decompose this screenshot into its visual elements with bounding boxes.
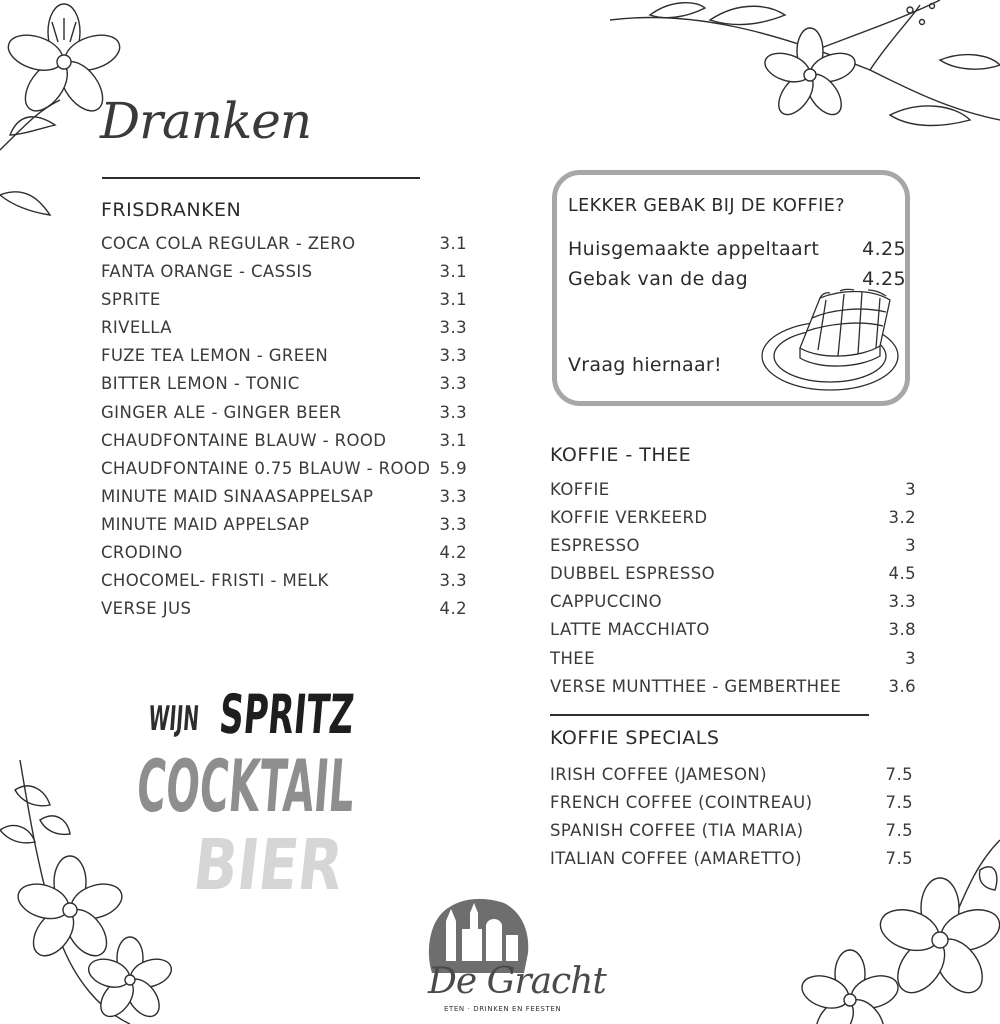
item-name: IRISH COFFEE (JAMESON) — [550, 765, 767, 784]
section-divider — [550, 714, 869, 716]
item-name: CHAUDFONTAINE 0.75 BLAUW - ROOD — [101, 458, 431, 478]
item-name: DUBBEL ESPRESSO — [550, 564, 715, 584]
frisdranken-heading: FRISDRANKEN — [101, 199, 242, 221]
item-name: SPANISH COFFEE (TIA MARIA) — [550, 821, 804, 841]
item-name: LATTE MACCHIATO — [550, 620, 710, 640]
menu-item — [101, 511, 467, 539]
item-name: VERSE MUNTTHEE - GEMBERTHEE — [550, 676, 842, 696]
item-name: KOFFIE VERKEERD — [550, 508, 708, 528]
menu-item — [550, 476, 916, 504]
item-price: 3.1 — [439, 234, 467, 253]
item-price: 7.5 — [885, 765, 913, 784]
item-price: 3.3 — [439, 318, 467, 338]
apple-pie-icon — [760, 286, 905, 394]
item-price: 3.3 — [888, 592, 916, 612]
item-name: VERSE JUS — [101, 599, 192, 619]
menu-item — [101, 230, 467, 258]
promo-word-spritz: SPRITZ — [216, 683, 357, 746]
menu-item — [101, 314, 467, 342]
menu-item — [550, 588, 916, 616]
promo-word-wijn: WIJN — [147, 699, 201, 739]
item-name: MINUTE MAID APPELSAP — [101, 514, 310, 534]
menu-item — [101, 539, 467, 567]
menu-item — [550, 673, 916, 701]
item-name: FUZE TEA LEMON - GREEN — [101, 346, 329, 366]
menu-item — [550, 532, 916, 560]
menu-item — [550, 789, 913, 817]
logo-name: De Gracht — [428, 961, 606, 1002]
menu-item — [101, 342, 467, 370]
page-title: Dranken — [100, 92, 312, 150]
koffie-specials-list — [550, 761, 913, 873]
item-price: 3.3 — [439, 486, 467, 506]
menu-item — [101, 595, 467, 623]
menu-item — [550, 645, 916, 673]
item-price: 3.3 — [439, 374, 467, 394]
menu-item — [550, 817, 913, 845]
menu-item — [550, 504, 916, 532]
menu-item — [101, 286, 467, 314]
menu-item — [101, 483, 467, 511]
menu-item — [550, 845, 913, 873]
menu-item — [101, 567, 467, 595]
item-price: 3 — [905, 648, 916, 668]
item-name: FRENCH COFFEE (COINTREAU) — [550, 793, 813, 813]
item-name: CHOCOMEL- FRISTI - MELK — [101, 571, 329, 591]
item-price: 3.1 — [439, 430, 467, 450]
menu-item — [101, 455, 467, 483]
item-name: CAPPUCCINO — [550, 592, 663, 612]
item-name: ITALIAN COFFEE (AMARETTO) — [550, 849, 802, 869]
gebak-list — [568, 234, 906, 294]
item-name: KOFFIE — [550, 480, 610, 499]
menu-item — [101, 370, 467, 398]
item-name: BITTER LEMON - TONIC — [101, 374, 300, 394]
item-name: FANTA ORANGE - CASSIS — [101, 262, 313, 282]
menu-item — [101, 399, 467, 427]
item-name: THEE — [550, 648, 595, 668]
drinks-promo-wordart — [133, 680, 390, 925]
item-price: 3 — [905, 480, 916, 499]
item-name: GINGER ALE - GINGER BEER — [101, 402, 342, 422]
menu-item — [568, 234, 906, 264]
item-name: MINUTE MAID SINAASAPPELSAP — [101, 486, 374, 506]
koffie-thee-heading: KOFFIE - THEE — [550, 444, 692, 466]
item-name: RIVELLA — [101, 318, 172, 338]
item-name: Gebak van de dag — [568, 268, 749, 290]
item-name: COCA COLA REGULAR - ZERO — [101, 234, 356, 253]
item-price: 5.9 — [439, 458, 467, 478]
item-price: 3.3 — [439, 571, 467, 591]
item-price: 3.2 — [888, 508, 916, 528]
koffie-thee-list — [550, 476, 916, 701]
restaurant-logo — [420, 895, 606, 1020]
gebak-note: Vraag hiernaar! — [568, 354, 722, 376]
menu-item — [550, 761, 913, 789]
menu-item — [550, 616, 916, 644]
promo-word-cocktail: COCKTAIL — [133, 744, 358, 828]
item-price: 4.5 — [888, 564, 916, 584]
item-price: 3.1 — [439, 262, 467, 282]
item-price: 4.25 — [862, 268, 906, 290]
item-name: Huisgemaakte appeltaart — [568, 238, 820, 260]
item-name: ESPRESSO — [550, 536, 640, 556]
item-price: 7.5 — [885, 849, 913, 869]
item-price: 7.5 — [885, 821, 913, 841]
item-name: CHAUDFONTAINE BLAUW - ROOD — [101, 430, 387, 450]
item-price: 4.25 — [862, 238, 906, 260]
frisdranken-list — [101, 230, 467, 623]
item-name: SPRITE — [101, 290, 161, 310]
item-price: 4.2 — [439, 599, 467, 619]
item-price: 4.2 — [439, 543, 467, 563]
gebak-heading: LEKKER GEBAK BIJ DE KOFFIE? — [568, 196, 845, 216]
item-price: 7.5 — [885, 793, 913, 813]
item-price: 3.6 — [888, 676, 916, 696]
menu-item — [550, 560, 916, 588]
promo-word-bier: BIER — [189, 824, 348, 906]
menu-item — [101, 258, 467, 286]
item-price: 3.3 — [439, 514, 467, 534]
item-price: 3.3 — [439, 402, 467, 422]
item-price: 3.1 — [439, 290, 467, 310]
koffie-specials-heading: KOFFIE SPECIALS — [550, 727, 720, 749]
flower-icon — [610, 0, 1000, 160]
title-divider — [102, 177, 420, 179]
item-name: CRODINO — [101, 543, 183, 563]
item-price: 3 — [905, 536, 916, 556]
item-price: 3.3 — [439, 346, 467, 366]
menu-item — [101, 427, 467, 455]
logo-tagline: ETEN · DRINKEN EN FEESTEN — [444, 1005, 562, 1013]
item-price: 3.8 — [888, 620, 916, 640]
